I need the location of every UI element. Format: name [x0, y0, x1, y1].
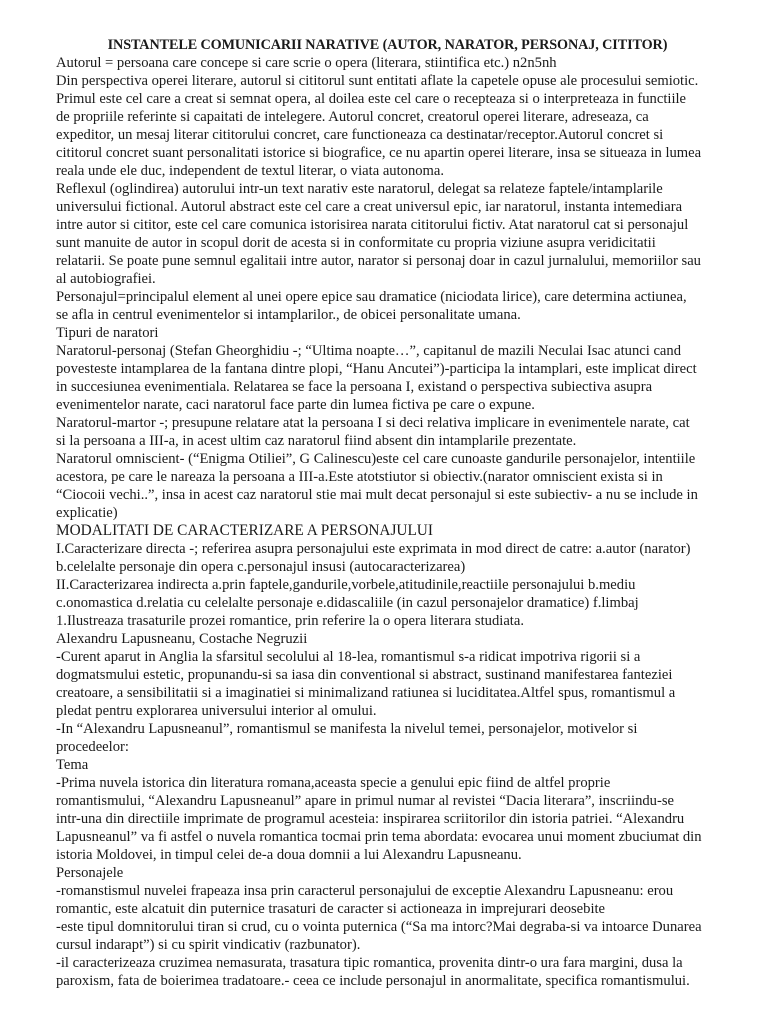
text-line: expeditor, un mesaj literar cititorului concret, care functioneaza ca destinatar/receptor.Autorul concret si [56, 127, 664, 143]
text-line: Reflexul (oglindirea) autorului intr-un text narativ este naratorul, delegat sa relateze faptele/intamplarile [56, 181, 663, 197]
text-line: cursul indarapt”) si cu spirit vindicativ (razbunator). [56, 937, 361, 953]
text-line: Naratorul-martor -; presupune relatare atat la persoana I si deci relativa implicare in evenimentele narate, cat [56, 415, 690, 431]
text-line: si la persoana a III-a, in acest ultim caz naratorul fiind absent din intamplarile prezentate. [56, 433, 577, 449]
text-line: Din perspectiva operei literare, autorul si cititorul sunt entitati aflate la capetele opuse ale procesului semiotic. [56, 73, 699, 89]
text-line: sunt manuite de autor in scopul dorit de acesta si in conformitate cu propria viziune asupra veridicitatii [56, 235, 656, 251]
text-line: Personajul=principalul element al unei opere epice sau dramatice (niciodata lirice), care determina actiunea, [56, 289, 687, 305]
text-line: -Prima nuvela istorica din literatura romana,aceasta specie a genului epic fiind de altfel proprie [56, 775, 611, 791]
text-line: acestora, pe care le nareaza la persoana a III-a.Este atotstiutor si obiectiv.(narator omniscient exista si in [56, 469, 663, 485]
text-line: istoria Moldovei, in timpul celei de-a doua domnii a lui Alexandru Lapusneanu. [56, 847, 522, 863]
text-line: intre autor si cititor, este cel care comunica istorisirea narata cititorului fictiv. Atat naratorul cat si personajul [56, 217, 689, 233]
text-line: relatarii. Se poate pune semnul egalitaii intre autor, narator si personaj doar in cazul jurnalului, memoriilor sau [56, 253, 701, 269]
text-line: Personajele [56, 865, 124, 881]
text-line: creatoare, a sensibilitatii si a imaginatiei si minimalizand ratiunea si luciditatea.Altfel spus, romantismul a [56, 685, 676, 701]
text-line: -il caracterizeaza cruzimea nemasurata, trasatura tipic romantica, provenita dintr-o ura fara margini, dusa la [56, 955, 683, 971]
text-line: romantismului, “Alexandru Lapusneanul” apare in primul numar al revistei “Dacia literara”, inscriindu-se [56, 793, 674, 809]
text-line: “Ciocoii vechi..”, insa in acest caz naratorul stie mai mult decat personajul si este subiectiv- a nu se include in [56, 487, 698, 503]
text-line: Primul este cel care a creat si semnat opera, al doilea este cel care o recepteaza si o interpreteaza in functiile [56, 91, 687, 107]
text-line: romantic, este alcatuit din puternice trasaturi de caracter si actioneaza in imprejurari deosebite [56, 901, 606, 917]
text-line: -este tipul domnitorului tiran si crud, cu o vointa puternica (“Sa ma intorc?Mai degraba-si va intoarce Dunarea [56, 919, 702, 935]
text-line: 1.Ilustreaza trasaturile prozei romantice, prin referire la o opera literara studiata. [56, 613, 524, 629]
text-line: Naratorul omniscient- (“Enigma Otiliei”, G Calinescu)este cel care cunoaste gandurile personajelor, intentiile [56, 451, 696, 467]
text-line: I.Caracterizare directa -; referirea asupra personajului este exprimata in mod direct de catre: a.autor (narator) [56, 541, 691, 557]
text-line: II.Caracterizarea indirecta a.prin faptele,gandurile,vorbele,atitudinile,reactiile personajului b.mediu [56, 577, 636, 593]
text-line: se afla in centrul evenimentelor si intamplarilor., de obicei personalitate umana. [56, 307, 521, 323]
text-line: cititorul concret suant personalitati istorice si biografice, ce nu apartin operei literare, insa se situeaza in lumea [56, 145, 702, 161]
text-line: al autobiografiei. [56, 271, 156, 287]
text-line: pledat pentru explorarea universului interior al omului. [56, 703, 377, 719]
text-line: explicatie) [56, 505, 118, 521]
document-body [56, 54, 719, 990]
document-title: INSTANTELE COMUNICARII NARATIVE (AUTOR, NARATOR, PERSONAJ, CITITOR) [107, 37, 668, 53]
text-line: universului fictional. Autorul abstract este cel care a creat universul epic, iar naratorul, instanta intemediara [56, 199, 683, 215]
text-line: Autorul = persoana care concepe si care scrie o opera (literara, stiintifica etc.) n2n5nh [56, 55, 557, 71]
text-line: Lapusneanul” va fi astfel o nuvela romantica tocmai prin tema abordata: evocarea unui moment zbuciumat din [56, 829, 702, 845]
text-line: procedeelor: [56, 739, 129, 755]
text-line: Naratorul-personaj (Stefan Gheorghidiu -; “Ultima noapte…”, capitanul de mazili Neculai Isac atunci cand [56, 343, 681, 359]
text-line: -romanstismul nuvelei frapeaza insa prin caracterul personajului de exceptie Alexandru Lapusneanu: erou [56, 883, 674, 899]
text-line: intr-una din directiile imprimate de programul acesteia: inspirarea scriitorilor din istoria patriei. “Alexandru [56, 811, 685, 827]
text-line: reala unde ele duc, independent de textul literar, o viata autonoma. [56, 163, 445, 179]
text-line: dogmatsmului estetic, propunandu-si sa iasa din conventional si abstract, sustinand manifestarea fanteziei [56, 667, 673, 683]
text-line: -Curent aparut in Anglia la sfarsitul secolului al 18-lea, romantismul s-a ridicat impotriva rigorii si a [56, 649, 641, 665]
text-line: povesteste intamplarea de la fantana dintre plopi, “Hanu Ancutei”)-participa la intamplari, este implicat direct [56, 361, 697, 377]
text-line: c.onomastica d.relatia cu celelalte personaje e.didascaliile (in cazul personajelor dramatice) f.limbaj [56, 595, 639, 611]
section-heading: MODALITATI DE CARACTERIZARE A PERSONAJULUI [56, 522, 433, 539]
text-line: Tema [56, 757, 89, 773]
text-line: de propriile referinte si capaitati de intelegere. Autorul concret, creatorul operei literare, adreseaza, ca [56, 109, 649, 125]
text-line: evenimentelor narate, caci naratorul face parte din lumea fictiva pe care o expune. [56, 397, 535, 413]
text-line: in succesiunea evenimentiala. Relatarea se face la persoana I, existand o perspectiva subiectiva asupra [56, 379, 653, 395]
text-line: -In “Alexandru Lapusneanul”, romantismul se manifesta la nivelul temei, personajelor, motivelor si [56, 721, 638, 737]
text-line: Tipuri de naratori [56, 325, 159, 341]
text-line: b.celelalte personaje din opera c.personajul insusi (autocaracterizarea) [56, 559, 466, 575]
text-line: paroxism, fata de boierimea tradatoare.- ceea ce include personajul in anormalitate, specifica romantismului. [56, 973, 690, 989]
text-line: Alexandru Lapusneanu, Costache Negruzii [56, 631, 308, 647]
